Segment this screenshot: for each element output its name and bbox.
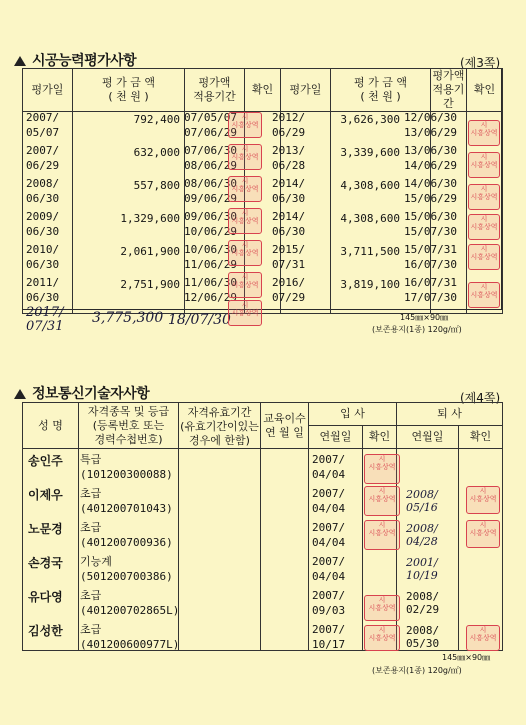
engineer-grade: 초급 (401200600977L) <box>80 623 180 651</box>
eval-amount: 4,308,600 <box>340 179 400 192</box>
eval-period: 12/06/30 13/06/29 <box>404 111 457 139</box>
engineer-grade: 초급 (401200702865L) <box>80 589 180 617</box>
eval-amount: 3,339,600 <box>340 146 400 159</box>
handwritten-period: 18/07/30 <box>168 312 231 328</box>
eval-amount: 4,308,600 <box>340 212 400 225</box>
section1-footnote-size: 145㎜×90㎜ <box>400 313 449 322</box>
seal-stamp: 시 시흥상역 <box>468 120 500 146</box>
header-edu: 교육이수 연 월 일 <box>261 403 309 449</box>
engineer-name: 유다영 <box>28 590 63 604</box>
header-confirm-right: 확인 <box>467 69 503 112</box>
join-date: 2007/ 04/04 <box>312 453 346 481</box>
eval-date: 2008/ 06/30 <box>26 177 60 205</box>
seal-stamp: 시 시흥상역 <box>468 184 500 210</box>
leave-date: 2008/ 05/30 <box>406 624 440 650</box>
join-date: 2007/ 04/04 <box>312 487 346 515</box>
join-date: 2007/ 04/04 <box>312 521 346 549</box>
triangle-icon <box>14 56 26 66</box>
seal-stamp: 시 시흥상역 <box>228 272 262 298</box>
eval-period: 16/07/31 17/07/30 <box>404 276 457 304</box>
eval-date: 2010/ 06/30 <box>26 243 60 271</box>
header-leave-ymd: 연월일 <box>397 426 459 449</box>
join-date: 2007/ 10/17 <box>312 623 346 651</box>
eval-date: 2012/ 06/29 <box>272 111 306 139</box>
eval-amount: 3,819,100 <box>340 278 400 291</box>
eval-amount: 792,400 <box>133 113 180 126</box>
section2-footnote-size: 145㎜×90㎜ <box>442 653 491 662</box>
seal-stamp: 시 시흥상역 <box>364 454 400 484</box>
eval-date: 2016/ 07/29 <box>272 276 306 304</box>
seal-stamp: 시 시흥상역 <box>228 112 262 138</box>
header-name: 성 명 <box>23 403 79 449</box>
seal-stamp: 시 시흥상역 <box>468 282 500 308</box>
seal-stamp: 시 시흥상역 <box>468 152 500 178</box>
handwritten-date: 2017/ 07/31 <box>26 305 64 334</box>
leave-date: 2001/ 10/19 <box>406 556 438 582</box>
eval-amount: 2,751,900 <box>120 278 180 291</box>
header-leave: 퇴 사 <box>397 403 503 426</box>
seal-stamp: 시 시흥상역 <box>466 625 500 651</box>
eval-date: 2015/ 07/31 <box>272 243 306 271</box>
eval-date: 2014/ 06/30 <box>272 210 306 238</box>
eval-date: 2007/ 06/29 <box>26 144 60 172</box>
engineer-grade: 초급 (401200701043) <box>80 487 173 515</box>
seal-stamp: 시 시흥상역 <box>466 520 500 548</box>
join-date: 2007/ 04/04 <box>312 555 346 583</box>
leave-date: 2008/ 05/16 <box>406 488 438 514</box>
seal-stamp: 시 시흥상역 <box>228 144 262 170</box>
eval-period: 14/06/30 15/06/29 <box>404 177 457 205</box>
seal-stamp: 시 시흥상역 <box>364 520 400 550</box>
eval-period: 15/07/31 16/07/30 <box>404 243 457 271</box>
triangle-icon <box>14 389 26 399</box>
eval-period: 07/05/07 07/06/29 <box>184 111 237 139</box>
header-leave-confirm: 확인 <box>459 426 503 449</box>
header-period-right: 평가액 적용기간 <box>431 69 467 112</box>
section1-page-number: (제3쪽) <box>460 56 501 70</box>
engineer-name: 이제우 <box>28 488 63 502</box>
leave-date: 2008/ 02/29 <box>406 590 440 616</box>
eval-amount: 557,800 <box>133 179 180 192</box>
seal-stamp: 시 시흥상역 <box>466 486 500 514</box>
join-date: 2007/ 09/03 <box>312 589 346 617</box>
engineer-name: 김성한 <box>28 624 63 638</box>
seal-stamp: 시 시흥상역 <box>468 244 500 270</box>
engineer-name: 손경국 <box>28 556 63 570</box>
eval-date: 2013/ 06/28 <box>272 144 306 172</box>
seal-stamp: 시 시흥상역 <box>228 300 262 326</box>
section1-title: 시공능력평가사항 <box>14 50 136 70</box>
section1-footnote-paper: (보존용지(1종) 120g/㎡) <box>372 325 462 334</box>
engineer-grade: 특급 (101200300088) <box>80 453 173 481</box>
eval-amount: 3,626,300 <box>340 113 400 126</box>
handwritten-amount: 3,775,300 <box>92 310 164 326</box>
eval-date: 2009/ 06/30 <box>26 210 60 238</box>
eval-period: 09/06/30 10/06/29 <box>184 210 237 238</box>
eval-amount: 2,061,900 <box>120 245 180 258</box>
leave-date: 2008/ 04/28 <box>406 522 438 548</box>
eval-date: 2011/ 06/30 <box>26 276 60 304</box>
eval-amount: 1,329,600 <box>120 212 180 225</box>
header-amount-right: 평 가 금 액 ( 천 원 ) <box>331 69 431 112</box>
engineer-name: 송인주 <box>28 454 63 468</box>
eval-date: 2014/ 06/30 <box>272 177 306 205</box>
section2-title: 정보통신기술자사항 <box>14 383 149 403</box>
header-grade: 자격종목 및 등급 (등록번호 또는 경력수첩번호) <box>79 403 179 449</box>
seal-stamp: 시 시흥상역 <box>364 625 400 651</box>
eval-amount: 3,711,500 <box>340 245 400 258</box>
header-join-ymd: 연월일 <box>309 426 363 449</box>
seal-stamp: 시 시흥상역 <box>364 595 400 621</box>
eval-amount: 632,000 <box>133 146 180 159</box>
section2-page-number: (제4쪽) <box>460 391 501 405</box>
seal-stamp: 시 시흥상역 <box>228 176 262 202</box>
seal-stamp: 시 시흥상역 <box>228 208 262 234</box>
seal-stamp: 시 시흥상역 <box>468 214 500 240</box>
eval-date: 2007/ 05/07 <box>26 111 60 139</box>
engineer-name: 노문경 <box>28 522 63 536</box>
header-date-left: 평가일 <box>23 69 73 112</box>
seal-stamp: 시 시흥상역 <box>364 486 400 516</box>
header-confirm-left: 확인 <box>245 69 281 112</box>
header-join: 입 사 <box>309 403 397 426</box>
header-period-left: 평가액 적용기간 <box>185 69 245 112</box>
eval-period: 07/06/30 08/06/29 <box>184 144 237 172</box>
engineer-grade: 초급 (401200700936) <box>80 521 173 549</box>
engineer-grade: 기능계 (501200700386) <box>80 555 173 583</box>
section2-footnote-paper: (보존용지(1종) 120g/㎡) <box>372 666 462 675</box>
eval-period: 15/06/30 15/07/30 <box>404 210 457 238</box>
eval-period: 08/06/30 09/06/29 <box>184 177 237 205</box>
header-join-confirm: 확인 <box>363 426 397 449</box>
eval-period: 10/06/30 11/06/29 <box>184 243 237 271</box>
header-date-right: 평가일 <box>281 69 331 112</box>
eval-period: 11/06/30 12/06/29 <box>184 276 237 304</box>
eval-period: 13/06/30 14/06/29 <box>404 144 457 172</box>
header-validity: 자격유효기간 (유효기간이있는 경우에 한함) <box>179 403 261 449</box>
seal-stamp: 시 시흥상역 <box>228 240 262 266</box>
header-amount-left: 평 가 금 액 ( 천 원 ) <box>73 69 185 112</box>
